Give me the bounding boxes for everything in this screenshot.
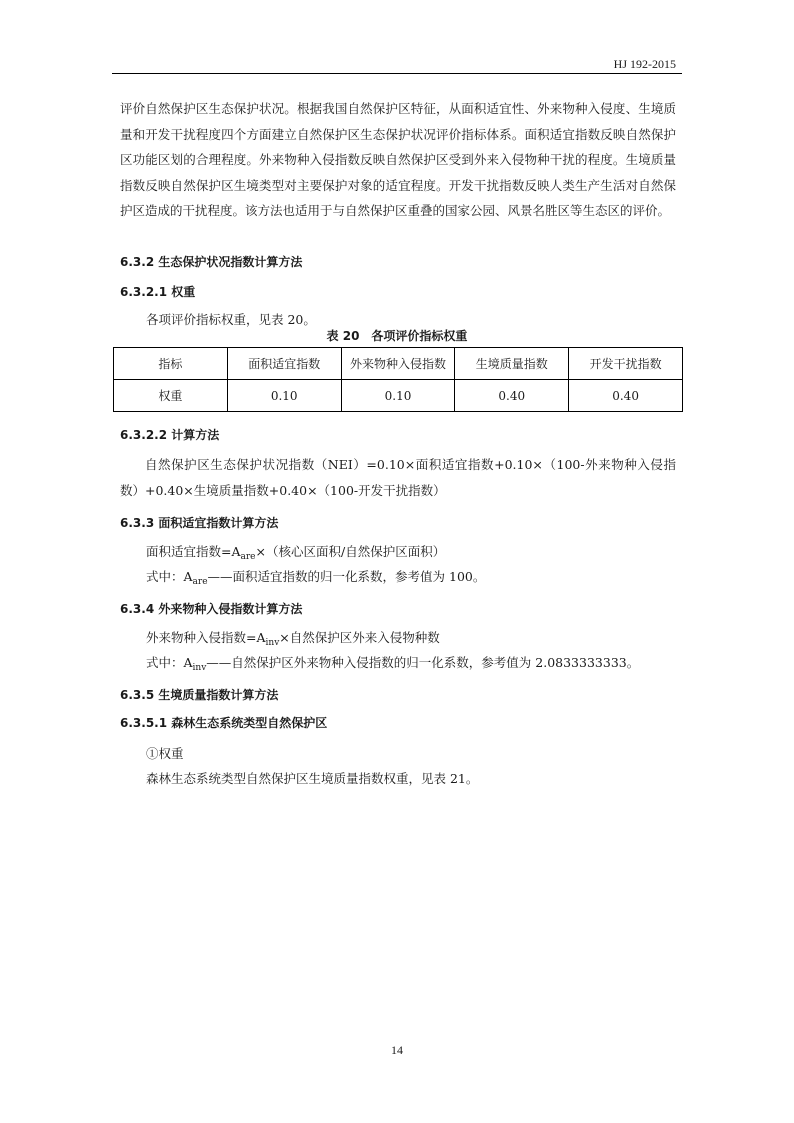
table-header-cell: 开发干扰指数: [569, 348, 683, 380]
table-cell: 0.10: [341, 380, 455, 412]
area-note: 式中：$A_{are}——$面积适宜指数的归一化系数，参考值为 100。: [146, 569, 486, 587]
inv-formula: 外来物种入侵指数$=A_{inv}\times$自然保护区外来入侵物种数: [146, 630, 440, 648]
item-weight: ①权重: [146, 746, 184, 761]
section-6-3-3-heading: 6.3.3 面积适宜指数计算方法: [120, 516, 279, 530]
weight-text: 各项评价指标权重，见表 20。: [146, 312, 316, 327]
nei-formula: 自然保护区生态保护状况指数（NEI）=0.10×面积适宜指数+0.10×（100-外来物种入侵指数）+0.40×生境质量指数+0.40×（100-开发干扰指数）: [120, 457, 676, 498]
section-6-3-2-2-heading: 6.3.2.2 计算方法: [120, 428, 220, 442]
section-6-3-5-heading: 6.3.5 生境质量指数计算方法: [120, 688, 279, 702]
table-header-row: [114, 348, 683, 380]
forest-weight-text: 森林生态系统类型自然保护区生境质量指数权重，见表 21。: [146, 771, 479, 786]
intro-paragraph: 评价自然保护区生态保护状况。根据我国自然保护区特征，从面积适宜性、外来物种入侵度、生境质量和开发干扰程度四个方面建立自然保护区生态保护状况评价指标体系。面积适宜指数反映自然保护区功能区划的合理程度。外来物种入侵指数反映自然保护区受到外来入侵物种干扰的程度。生境质量指数反映自然保护区生境类型对主要保护对象的适宜程度。开发干扰指数反映人类生产生活对自然保护区造成的干扰程度。该方法也适用于与自然保护区重叠的国家公园、风景名胜区等生态区的评价。: [120, 101, 676, 218]
table-title: 表 20 各项评价指标权重: [326, 329, 468, 343]
section-6-3-2-heading: 6.3.2 生态保护状况指数计算方法: [120, 255, 303, 269]
header-rule: [112, 73, 682, 74]
page-number: 14: [391, 1043, 403, 1057]
table-cell: 0.10: [227, 380, 341, 412]
weight-table: [113, 347, 683, 412]
table-cell: 0.40: [455, 380, 569, 412]
document-code: HJ 192-2015: [613, 57, 676, 71]
table-row: [114, 380, 683, 412]
section-6-3-4-heading: 6.3.4 外来物种入侵指数计算方法: [120, 602, 303, 616]
table-header-cell: 外来物种入侵指数: [341, 348, 455, 380]
table-header-cell: 指标: [114, 348, 228, 380]
table-cell: 0.40: [569, 380, 683, 412]
section-6-3-5-1-heading: 6.3.5.1 森林生态系统类型自然保护区: [120, 716, 328, 730]
table-header-cell: 面积适宜指数: [227, 348, 341, 380]
section-6-3-2-1-heading: 6.3.2.1 权重: [120, 285, 196, 299]
inv-note: 式中：$A_{inv}——$自然保护区外来物种入侵指数的归一化系数，参考值为 2.0833333333。: [146, 655, 640, 673]
table-cell: 权重: [114, 380, 228, 412]
area-formula: 面积适宜指数$=A_{are}\times$（核心区面积/自然保护区面积）: [146, 544, 446, 562]
table-header-cell: 生境质量指数: [455, 348, 569, 380]
